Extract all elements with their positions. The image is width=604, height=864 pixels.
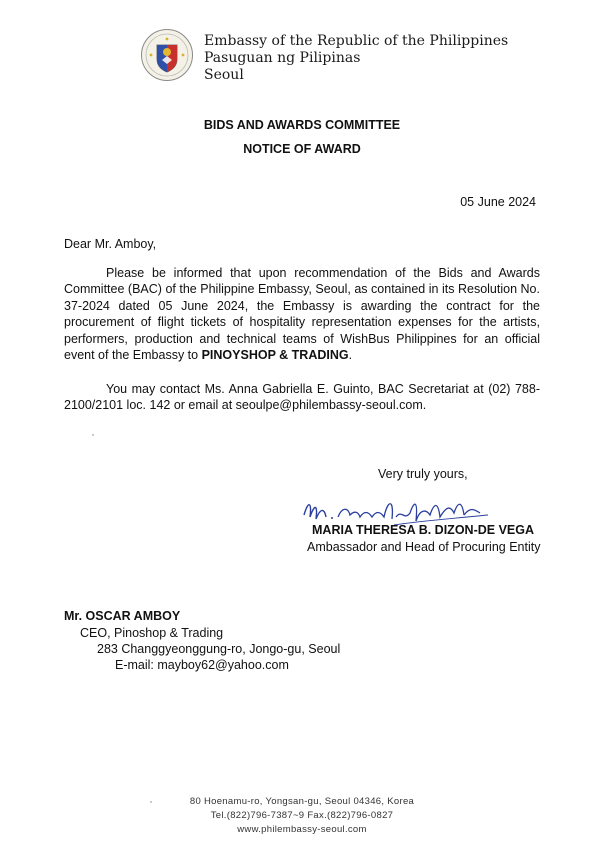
closing: Very truly yours, bbox=[378, 467, 468, 481]
award-paragraph-text: Please be informed that upon recommendation of the Bids and Awards Committee (BAC) of the Philippine Embassy, Seoul, as contained in its Resolution No. 37-2024 dated 05 June 2024, the Embassy is awarding the contract for the procurement of flight tickets of hospitality representation expenses for the artists, performers, production and technical teams of WishBus Philippines for an official event of the Embassy to bbox=[64, 266, 540, 363]
addressee-name: Mr. OSCAR AMBOY bbox=[64, 609, 181, 623]
signer-title: Ambassador and Head of Procuring Entity bbox=[307, 540, 541, 554]
contact-paragraph bbox=[64, 381, 540, 414]
embassy-letterhead bbox=[204, 33, 508, 84]
scan-speck bbox=[92, 434, 94, 436]
addressee-address: 283 Changgyeonggung-ro, Jongo-gu, Seoul bbox=[97, 642, 341, 656]
awardee-name: PINOYSHOP & TRADING bbox=[201, 348, 349, 363]
footer-website: www.philembassy-seoul.com bbox=[237, 824, 367, 835]
letterhead-line-3: Seoul bbox=[204, 67, 244, 83]
award-paragraph-end: . bbox=[348, 348, 353, 363]
letterhead-line-2: Pasuguan ng Pilipinas bbox=[204, 50, 361, 66]
salutation: Dear Mr. Amboy, bbox=[64, 237, 157, 251]
footer-address: 80 Hoenamu-ro, Yongsan-gu, Seoul 04346, Korea bbox=[189, 796, 415, 807]
letterhead-line-1: Embassy of the Republic of the Philippines bbox=[204, 33, 509, 49]
notice-title: NOTICE OF AWARD bbox=[243, 142, 361, 156]
committee-heading: BIDS AND AWARDS COMMITTEE bbox=[203, 118, 401, 132]
addressee-position: CEO, Pinoshop & Trading bbox=[80, 626, 224, 640]
footer-phone: Tel.(822)796-7387~9 Fax.(822)796-0827 bbox=[210, 810, 394, 821]
award-paragraph bbox=[64, 265, 540, 363]
signer-name: MARIA THERESA B. DIZON-DE VEGA bbox=[312, 523, 534, 537]
addressee-email: E-mail: mayboy62@yahoo.com bbox=[115, 658, 289, 672]
philippine-coat-of-arms-icon bbox=[140, 28, 194, 82]
letter-date: 05 June 2024 bbox=[460, 195, 536, 209]
contact-paragraph-text: You may contact Ms. Anna Gabriella E. Guinto, BAC Secretariat at (02) 788-2100/2101 loc. 142 or email at seoulpe@philembassy-seoul.com. bbox=[64, 382, 540, 413]
